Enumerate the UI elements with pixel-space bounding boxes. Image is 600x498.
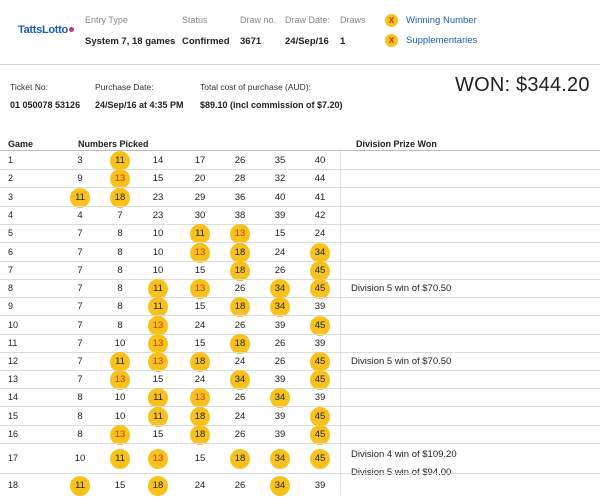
picked-number: 7 [77,301,83,312]
picked-number: 39 [274,319,286,331]
division-prize: Division 5 win of $70.50 [351,356,452,367]
game-number: 10 [8,319,19,330]
picked-number: 26 [274,265,286,276]
picked-number: 10 [114,338,126,349]
picked-number: 8 [117,283,123,294]
matched-number: 18 [230,449,250,469]
entry-type-value: System 7, 18 games [85,36,176,47]
matched-number: 18 [230,297,250,317]
matched-number: 45 [310,449,330,469]
table-row [0,261,600,279]
picked-number: 15 [274,228,286,239]
won-amount: WON: $344.20 [455,74,590,96]
matched-number: 45 [310,261,330,281]
picked-number: 7 [77,319,83,331]
matched-number: 13 [110,169,130,189]
picked-number: 8 [117,301,123,312]
matched-number: 13 [110,370,130,390]
table-row [0,224,600,242]
table-row [0,150,600,169]
status-value: Confirmed [182,36,230,47]
game-number: 6 [8,246,14,257]
matched-number: 18 [230,243,250,263]
table-row [0,242,600,261]
division-prize: Division 4 win of $109.20 [351,449,457,460]
matched-number: 11 [70,188,90,208]
table-row [0,473,600,497]
purchase-date-value: 24/Sep/16 at 4:35 PM [95,100,184,110]
picked-number: 8 [117,228,123,239]
picked-number: 24 [234,410,246,422]
picked-number: 44 [314,173,326,184]
picked-number: 8 [117,246,123,258]
matched-number: 11 [70,476,90,496]
matched-number: 13 [148,352,168,372]
matched-number: 11 [148,388,168,408]
picked-number: 10 [114,392,126,403]
matched-number: 18 [230,334,250,354]
game-number: 8 [8,283,14,293]
matched-number: 34 [270,388,290,408]
table-row [0,334,600,352]
table-row [0,279,600,297]
ticket-no-value: 01 050078 53126 [10,100,81,110]
picked-number: 7 [77,246,83,258]
header-divider [0,64,600,65]
matched-number: 11 [110,352,130,372]
picked-number: 39 [274,410,286,422]
game-number: 14 [8,392,19,402]
picked-number: 38 [234,210,246,221]
matched-number: 18 [148,476,168,496]
picked-number: 39 [274,429,286,440]
draw-date-value: 24/Sep/16 [285,36,329,47]
game-number: 3 [8,191,14,202]
picked-number: 17 [194,154,206,166]
picked-number: 32 [274,173,286,184]
draw-no-value: 3671 [240,36,262,47]
game-number: 2 [8,173,14,183]
matched-number: 45 [310,279,330,299]
picked-number: 15 [152,173,164,184]
matched-number: 18 [110,188,130,208]
picked-number: 29 [194,191,206,203]
matched-number: 45 [310,370,330,390]
picked-number: 15 [194,265,206,276]
entry-type-label: Entry Type [85,15,128,25]
table-row [0,425,600,443]
picked-number: 20 [194,173,206,184]
matched-number: 45 [310,352,330,372]
picked-number: 15 [114,480,126,491]
picked-number: 9 [77,173,83,184]
total-cost-label: Total cost of purchase (AUD): [200,82,312,92]
matched-number: 11 [110,449,130,469]
matched-number: 34 [310,243,330,263]
picked-number: 39 [274,374,286,385]
game-number: 5 [8,228,14,238]
matched-number: 11 [148,407,168,427]
picked-number: 26 [274,338,286,349]
picked-number: 24 [194,319,206,331]
picked-number: 26 [234,319,246,331]
picked-number: 3 [77,154,83,166]
picked-number: 24 [314,228,326,239]
game-number: 12 [8,356,19,366]
draws-label: Draws [340,15,366,25]
picked-number: 30 [194,210,206,221]
supplementary-ball-icon: X [385,34,398,47]
picked-number: 23 [152,210,164,221]
game-number: 11 [8,338,18,348]
picked-number: 39 [314,301,326,312]
matched-number: 45 [310,407,330,427]
picked-number: 8 [117,265,123,276]
matched-number: 45 [310,316,330,336]
picked-number: 40 [274,191,286,203]
total-cost-value: $89.10 (incl commission of $7.20) [200,100,343,110]
matched-number: 11 [148,279,168,299]
matched-number: 18 [190,425,210,445]
picked-number: 7 [117,210,123,221]
table-row [0,187,600,206]
picked-number: 35 [274,154,286,166]
matched-number: 13 [190,243,210,263]
division-column-header: Division Prize Won [356,139,437,149]
matched-number: 34 [270,279,290,299]
picked-number: 4 [77,210,83,221]
picked-number: 15 [152,374,164,385]
ticket-no-label: Ticket No: [10,82,48,92]
draw-no-label: Draw no. [240,15,277,25]
picked-number: 26 [274,356,286,367]
picked-number: 26 [234,392,246,403]
table-row [0,443,600,478]
picked-number: 24 [194,374,206,385]
picked-number: 8 [117,319,123,331]
picked-number: 7 [77,356,83,367]
table-row [0,315,600,334]
table-row [0,370,600,388]
picked-number: 7 [77,283,83,294]
winning-ball-icon: X [385,14,398,27]
matched-number: 11 [110,151,130,171]
table-row [0,352,600,370]
picked-number: 26 [234,429,246,440]
picked-number: 8 [77,410,83,422]
matched-number: 34 [270,449,290,469]
matched-number: 13 [148,334,168,354]
tattslotto-logo: TattsLotto [18,24,74,36]
matched-number: 18 [230,261,250,281]
picked-number: 8 [77,392,83,403]
picked-number: 7 [77,265,83,276]
table-row [0,206,600,224]
division-prize: Division 5 win of $70.50 [351,283,452,294]
game-number: 16 [8,429,19,439]
game-number: 15 [8,410,19,421]
picked-number: 7 [77,228,83,239]
picked-number: 42 [314,210,326,221]
winning-number-legend: Winning Number [406,15,477,26]
picked-number: 26 [234,154,246,166]
matched-number: 13 [148,449,168,469]
matched-number: 13 [110,425,130,445]
picked-number: 39 [314,480,326,491]
matched-number: 13 [230,224,250,244]
picked-number: 15 [194,338,206,349]
matched-number: 13 [148,316,168,336]
table-row [0,388,600,406]
game-number: 4 [8,210,14,220]
status-label: Status [182,15,208,25]
picked-number: 28 [234,173,246,184]
matched-number: 34 [230,370,250,390]
game-number: 13 [8,374,19,384]
picked-number: 26 [234,283,246,294]
picked-number: 15 [152,429,164,440]
picked-number: 10 [114,410,126,422]
matched-number: 34 [270,297,290,317]
matched-number: 13 [190,388,210,408]
game-column-header: Game [8,139,34,149]
matched-number: 18 [190,352,210,372]
picked-number: 23 [152,191,164,203]
table-row [0,297,600,315]
picked-number: 39 [314,338,326,349]
picked-number: 10 [74,453,86,464]
picked-number: 24 [194,480,206,491]
picked-number: 36 [234,191,246,203]
matched-number: 45 [310,425,330,445]
picked-number: 24 [234,356,246,367]
picked-number: 10 [152,265,164,276]
picked-number: 7 [77,338,83,349]
game-number: 18 [8,480,19,490]
picked-number: 39 [274,210,286,221]
matched-number: 11 [190,224,210,244]
matched-number: 34 [270,476,290,496]
game-number: 7 [8,265,14,275]
picked-number: 39 [314,392,326,403]
table-row [0,169,600,187]
numbers-column-header: Numbers Picked [78,139,149,149]
matched-number: 11 [148,297,168,317]
picked-number: 10 [152,228,164,239]
picked-number: 8 [77,429,83,440]
draw-date-label: Draw Date: [285,15,331,25]
game-number: 9 [8,301,14,311]
picked-number: 26 [234,480,246,491]
picked-number: 14 [152,154,164,166]
picked-number: 7 [77,374,83,385]
table-row [0,406,600,425]
picked-number: 41 [314,191,326,203]
game-number: 1 [8,154,14,165]
logo-dot-icon [69,27,74,32]
purchase-date-label: Purchase Date: [95,82,154,92]
picked-number: 10 [152,246,164,258]
picked-number: 15 [194,453,206,464]
matched-number: 18 [190,407,210,427]
matched-number: 13 [190,279,210,299]
division-prize: Division 5 win of $94.00 [351,467,452,478]
picked-number: 15 [194,301,206,312]
draws-value: 1 [340,36,346,47]
supplementaries-legend: Supplementaries [406,35,478,46]
game-number: 17 [8,453,19,463]
picked-number: 24 [274,246,286,258]
picked-number: 40 [314,154,326,166]
